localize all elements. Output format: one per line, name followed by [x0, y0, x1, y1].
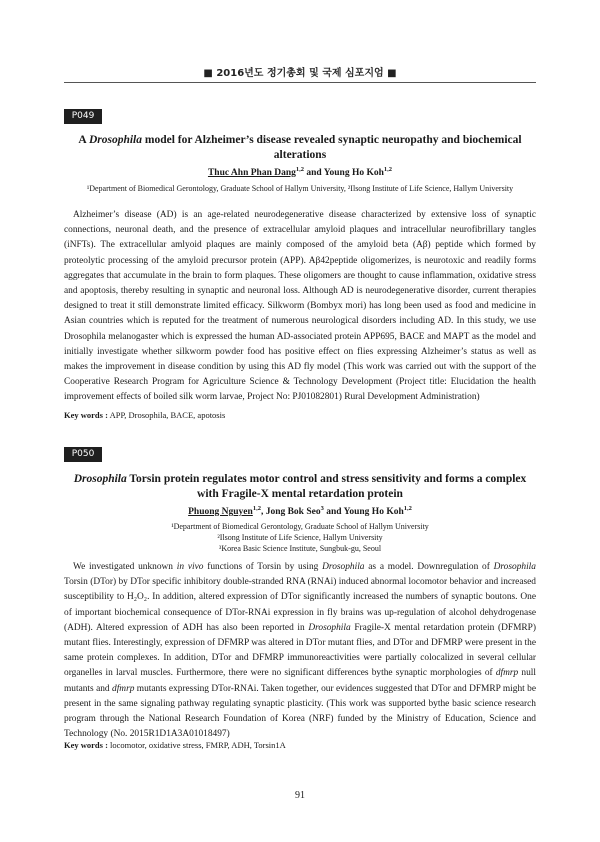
- affiliation: ¹Department of Biomedical Gerontology, Graduate School of Hallym University, ²Ilsong Institute of Life Science, Hallym University: [86, 184, 514, 193]
- abstract-italic: Drosophila: [322, 562, 365, 572]
- running-header: ■ 2016년도 정기총회 및 국제 심포지엄 ■: [203, 68, 397, 79]
- author-list: [64, 504, 536, 517]
- author-name: Thuc Ahn Phan Dang: [207, 168, 296, 178]
- author-name: Young Ho Koh: [343, 507, 404, 517]
- abstract-text: Torsin (DTor) by DTor specific inhibitory double-stranded RNA (RNAi) induced abnormal locomotor behavior and increased susceptibility to H₂O₂. In addition, altered expression of DTor significantly increased the numbers of synaptic boutons. One of important biochemical consequence of DTor-RNAi expression in fly brains was up-regulation of alcohol dehydrogenase (ADH). Altered expression of ADH has also been reported in: [64, 577, 536, 633]
- abstract-text: Fragile-X mental retardation protein (DFMRP) mutant flies. Interestingly, expression of DFMRP was altered in DTor mutant flies, and DTor and DFMRP were present in the same protein complexes. In addition, DTor and DFMRP immunoreactivities were partially colocalized in several cellular organelles in larval muscles. Furthermore, there were no significant differences bythe synaptic morphologies of: [64, 622, 537, 679]
- keywords-label: Key words :: [64, 740, 108, 750]
- keywords-text: locomotor, oxidative stress, FMRP, ADH, Torsin1A: [110, 740, 286, 750]
- author-name: Young Ho Koh: [323, 168, 384, 178]
- title-prefix: A: [78, 134, 89, 146]
- abstract-italic: Drosophila: [308, 622, 351, 633]
- title-italic: Drosophila: [73, 473, 127, 485]
- author-superscript: 1,2: [252, 504, 261, 512]
- abstract-italic: dfmrp: [112, 683, 135, 694]
- abstract-text: mutants expressing DTor-RNAi. Taken together, our evidences suggested that DTor and DFMRP might be present in the same signaling pathway regulating synaptic plasticity. (This work was supported bythe basic science research program through the National Research Foundation of Korea (NRF) funded by the Ministry of Education, Science and Technology (No. 2015R1D1A3A01018497): [64, 683, 536, 740]
- title-italic: Drosophila: [88, 134, 142, 146]
- title-rest: model for Alzheimer’s disease revealed synaptic neuropathy and biochemical alterations: [142, 134, 522, 161]
- author-list: [64, 165, 536, 178]
- affiliation: ²Ilsong Institute of Life Science, Hallym University: [217, 533, 383, 542]
- paper-id-badge: P049: [64, 109, 102, 124]
- author-name: Jong Bok Seo: [265, 507, 321, 517]
- abstract-text: as a model. Downregulation of: [364, 562, 494, 572]
- abstract: [64, 560, 536, 742]
- page-number: 91: [295, 790, 305, 801]
- paper-id-badge: P050: [64, 447, 102, 462]
- abstract-text: We investigated unknown: [73, 562, 177, 572]
- keywords-line: [64, 410, 536, 420]
- abstract: Alzheimer’s disease (AD) is an age-related neurodegenerative disease characterized by extensive loss of synaptic connections, neuronal death, and the presence of extracellular amyloid plaques and intracellular neurofibrillary tangles (iNFTs). The extracellular amlyoid plaques are mainly composed of the amyloid beta (Aβ) peptide which formed by proteolytic processing of the amyloid precursor protein (APP). Aβ42peptide oligomerizes, is neurotoxic and readily forms aggregates that accumulate in the brain to form plaques. These oligomers are thought to cause inflammation, oxidative stress and apoptosis, thereby resulting in synaptic and neuronal loss. Although AD is neurodegenerative disorder, current therapies designed to treat it still demonstrate limited efficacy. Silkworm (Bombyx mori) has long been used as food and medicine in Asian countries which is reputed for the treatment of numerous neurological disorders including AD. In this study, we use Drosophila melanogaster which is expressed the human AD-associated protein APP695, BACE and MAPT as the model and initially investigate whether silkworm powder food has positive effect on flies expressing Alzheimer’s status as well as makes the improvement in disease condition by using this AD fly model (This work was carried out with the support of the Cooperative Research Program for Agriculture Science & Technology Development (Project title: Elucidation the health improvement effects of boiled silk worm larvae, Project No: PJ01082801) Rural Development Administration): [64, 210, 536, 403]
- paper-title: [64, 133, 536, 163]
- author-separator: ,: [260, 507, 266, 517]
- abstract-text: functions of Torsin by using: [203, 562, 323, 572]
- author-superscript: 3: [320, 504, 324, 512]
- title-rest: Torsin protein regulates motor control and stress sensitivity and forms a complex with Fragile-X mental retardation protein: [126, 473, 527, 500]
- header-rule: [64, 82, 536, 83]
- abstract-italic: Drosophila: [493, 562, 536, 572]
- affiliation: ³Korea Basic Science Institute, Sungbuk-gu, Seoul: [218, 544, 382, 553]
- abstract-italic: dfmrp: [495, 668, 519, 679]
- affiliation: ¹Department of Biomedical Gerontology, Graduate School of Hallym University: [171, 522, 429, 531]
- author-superscript: 1,2: [295, 165, 304, 173]
- author-superscript: 1,2: [403, 504, 412, 512]
- author-superscript: 1,2: [383, 165, 393, 173]
- author-separator: and: [304, 168, 324, 178]
- author-name: Phuong Nguyen: [188, 507, 253, 517]
- author-separator: and: [323, 507, 344, 517]
- abstract-text: null mutants and: [64, 668, 536, 694]
- paper-title: [64, 472, 536, 502]
- keywords-label: Key words :: [64, 410, 108, 420]
- keywords-text: APP, Drosophila, BACE, apotosis: [109, 410, 226, 420]
- abstract-italic: in vivo: [176, 562, 204, 572]
- keywords-line: [64, 740, 536, 750]
